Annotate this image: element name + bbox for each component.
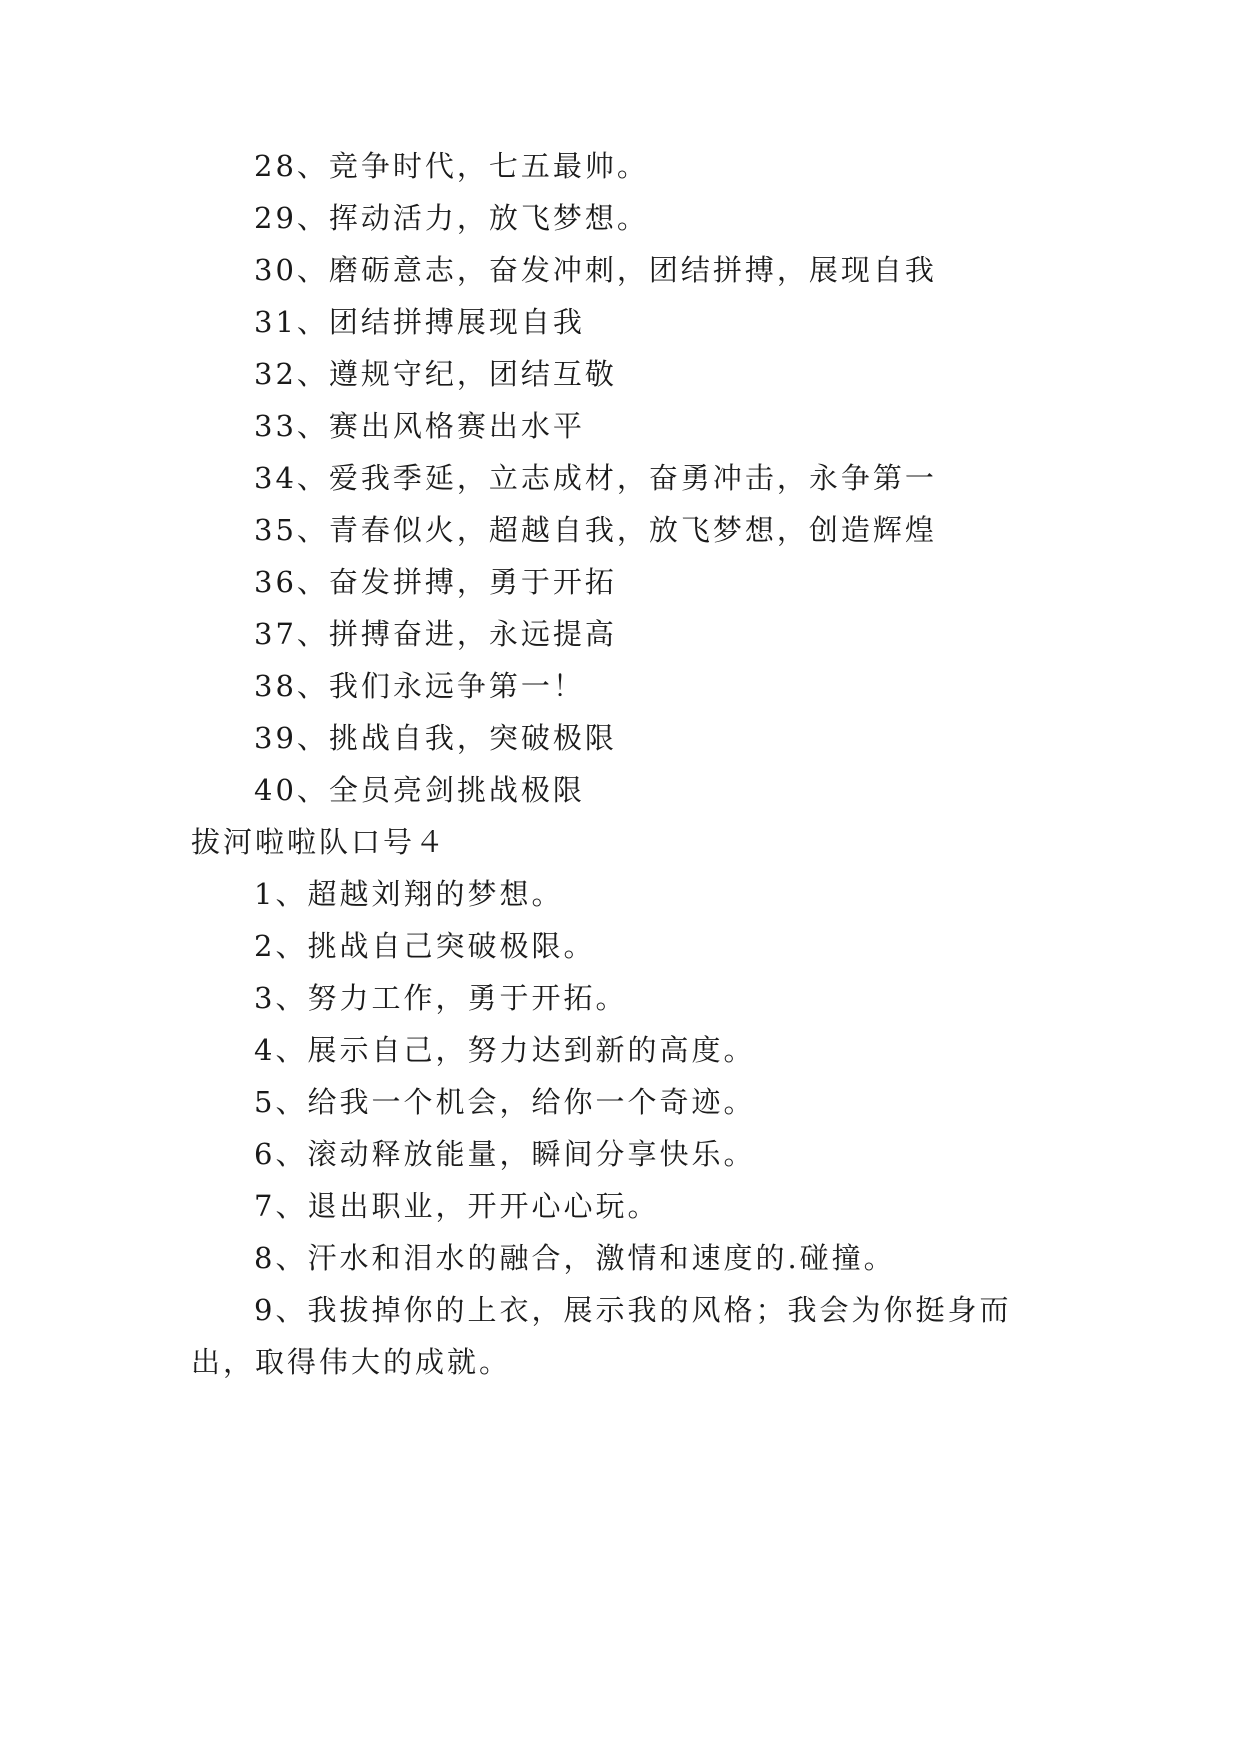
- list-item: 28、竞争时代，七五最帅。: [254, 149, 649, 183]
- section-heading: 拔河啦啦队口号４: [191, 825, 448, 859]
- list-item: 1、超越刘翔的梦想。: [254, 877, 564, 911]
- list-item: 33、赛出风格赛出水平: [254, 409, 585, 443]
- list-item: 29、挥动活力，放飞梦想。: [254, 201, 649, 235]
- list-item: 5、给我一个机会，给你一个奇迹。: [254, 1085, 756, 1119]
- list-item: 39、挑战自我，突破极限: [254, 721, 617, 755]
- list-item: 31、团结拼搏展现自我: [254, 305, 585, 339]
- list-item: 32、遵规守纪，团结互敬: [254, 357, 617, 391]
- list-item: 8、汗水和泪水的融合，激情和速度的.碰撞。: [254, 1241, 896, 1275]
- list-item: 4、展示自己，努力达到新的高度。: [254, 1033, 756, 1067]
- list-item: 30、磨砺意志，奋发冲刺，团结拼搏，展现自我: [254, 253, 937, 287]
- list-item: 40、全员亮剑挑战极限: [254, 773, 585, 807]
- list-item: 6、滚动释放能量，瞬间分享快乐。: [254, 1137, 756, 1171]
- list-item: 2、挑战自己突破极限。: [254, 929, 596, 963]
- list-item-continuation: 出，取得伟大的成就。: [191, 1345, 512, 1379]
- list-item: 34、爱我季延，立志成材，奋勇冲击，永争第一: [254, 461, 937, 495]
- list-item: 37、拼搏奋进，永远提高: [254, 617, 617, 651]
- list-item: 9、我拔掉你的上衣，展示我的风格；我会为你挺身而: [254, 1293, 1012, 1327]
- list-item: 36、奋发拼搏，勇于开拓: [254, 565, 617, 599]
- list-item: 3、努力工作，勇于开拓。: [254, 981, 628, 1015]
- list-item: 38、我们永远争第一！: [254, 669, 585, 703]
- list-item: 7、退出职业，开开心心玩。: [254, 1189, 660, 1223]
- list-item: 35、青春似火，超越自我，放飞梦想，创造辉煌: [254, 513, 937, 547]
